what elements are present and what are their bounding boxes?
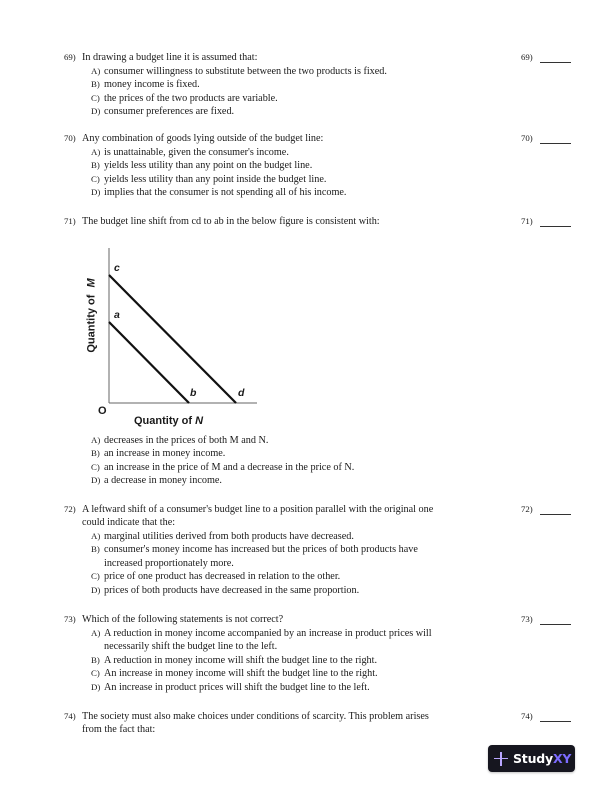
option-text: increased proportionately more.: [104, 558, 234, 569]
answer-label: 73): [521, 614, 533, 624]
option-letter: C): [91, 462, 100, 472]
option-letter: D): [91, 682, 101, 692]
answer-label: 69): [521, 52, 533, 62]
point-label-d: d: [238, 387, 245, 399]
option-text: marginal utilities derived from both products have decreased.: [104, 531, 354, 542]
option-letter: C): [91, 174, 100, 184]
answer-label: 70): [521, 133, 533, 143]
option-text: the prices of the two products are variable.: [104, 93, 278, 104]
question-number: 70): [64, 133, 76, 143]
brand-study: Study: [513, 751, 553, 766]
budget-line-ab: [109, 322, 189, 403]
option-text: necessarily shift the budget line to the left.: [104, 641, 278, 652]
y-axis-label-prefix: Quantity of: [85, 291, 98, 353]
question-text: from the fact that:: [82, 724, 156, 735]
option-letter: B): [91, 79, 100, 89]
option-letter: B): [91, 160, 100, 170]
option-text: an increase in money income.: [104, 448, 226, 459]
option-text: implies that the consumer is not spending all of his income.: [104, 187, 347, 198]
question-text: A leftward shift of a consumer's budget line to a position parallel with the original one: [82, 504, 434, 515]
x-axis-label: [134, 415, 203, 428]
option-letter: D): [91, 585, 101, 595]
option-letter: B): [91, 544, 100, 554]
point-label-b: b: [190, 387, 197, 399]
option-letter: D): [91, 106, 101, 116]
answer-label: 71): [521, 216, 533, 226]
option-letter: A): [91, 147, 101, 157]
option-text: money income is fixed.: [104, 79, 200, 90]
option-letter: D): [91, 187, 101, 197]
question-text: The budget line shift from cd to ab in the below figure is consistent with:: [82, 216, 380, 227]
brand-name: [513, 751, 571, 766]
option-text: decreases in the prices of both M and N.: [104, 435, 269, 446]
origin-label: O: [98, 405, 107, 417]
brand-xy: XY: [552, 751, 572, 766]
option-text: yields less utility than any point inside the budget line.: [104, 174, 327, 185]
question-number: 69): [64, 52, 76, 62]
option-text: consumer willingness to substitute between the two products is fixed.: [104, 66, 387, 77]
option-letter: B): [91, 448, 100, 458]
question-number: 71): [64, 216, 76, 226]
answer-blank[interactable]: [540, 514, 571, 515]
question-text: Which of the following statements is not correct?: [82, 614, 284, 625]
option-text: yields less utility than any point on the budget line.: [104, 160, 313, 171]
answer-blank[interactable]: [540, 624, 571, 625]
question-text: could indicate that the:: [82, 517, 176, 528]
option-letter: D): [91, 475, 101, 485]
option-text: A reduction in money income will shift the budget line to the right.: [104, 655, 378, 666]
plus-icon: [494, 752, 508, 766]
y-axis-label: [86, 268, 99, 364]
question-text: In drawing a budget line it is assumed that:: [82, 52, 258, 63]
point-label-c: c: [114, 262, 120, 274]
budget-line-cd: [109, 275, 236, 403]
option-text: is unattainable, given the consumer's income.: [104, 147, 289, 158]
option-text: A reduction in money income accompanied by an increase in product prices will: [104, 628, 432, 639]
answer-blank[interactable]: [540, 721, 571, 722]
option-letter: B): [91, 655, 100, 665]
option-text: consumer preferences are fixed.: [104, 106, 235, 117]
y-axis-label-var: M: [85, 278, 98, 288]
question-number: 74): [64, 711, 76, 721]
question-text: The society must also make choices under conditions of scarcity. This problem arises: [82, 711, 429, 722]
option-letter: A): [91, 628, 101, 638]
option-text: price of one product has decreased in relation to the other.: [104, 571, 341, 582]
option-text: a decrease in money income.: [104, 475, 222, 486]
option-text: consumer's money income has increased but the prices of both products have: [104, 544, 418, 555]
option-letter: C): [91, 93, 100, 103]
option-letter: A): [91, 435, 101, 445]
question-number: 73): [64, 614, 76, 624]
option-text: an increase in the price of M and a decrease in the price of N.: [104, 462, 355, 473]
x-axis-label-prefix: Quantity of: [134, 415, 196, 427]
answer-label: 74): [521, 711, 533, 721]
question-text: Any combination of goods lying outside of the budget line:: [82, 133, 324, 144]
option-letter: A): [91, 66, 101, 76]
x-axis-label-var: N: [195, 415, 204, 427]
studyxy-badge[interactable]: [488, 745, 575, 772]
option-text: An increase in product prices will shift the budget line to the left.: [104, 682, 370, 693]
option-letter: C): [91, 668, 100, 678]
option-letter: A): [91, 531, 101, 541]
question-number: 72): [64, 504, 76, 514]
answer-label: 72): [521, 504, 533, 514]
option-text: prices of both products have decreased in the same proportion.: [104, 585, 360, 596]
option-text: An increase in money income will shift the budget line to the right.: [104, 668, 378, 679]
option-letter: C): [91, 571, 100, 581]
point-label-a: a: [114, 309, 120, 321]
